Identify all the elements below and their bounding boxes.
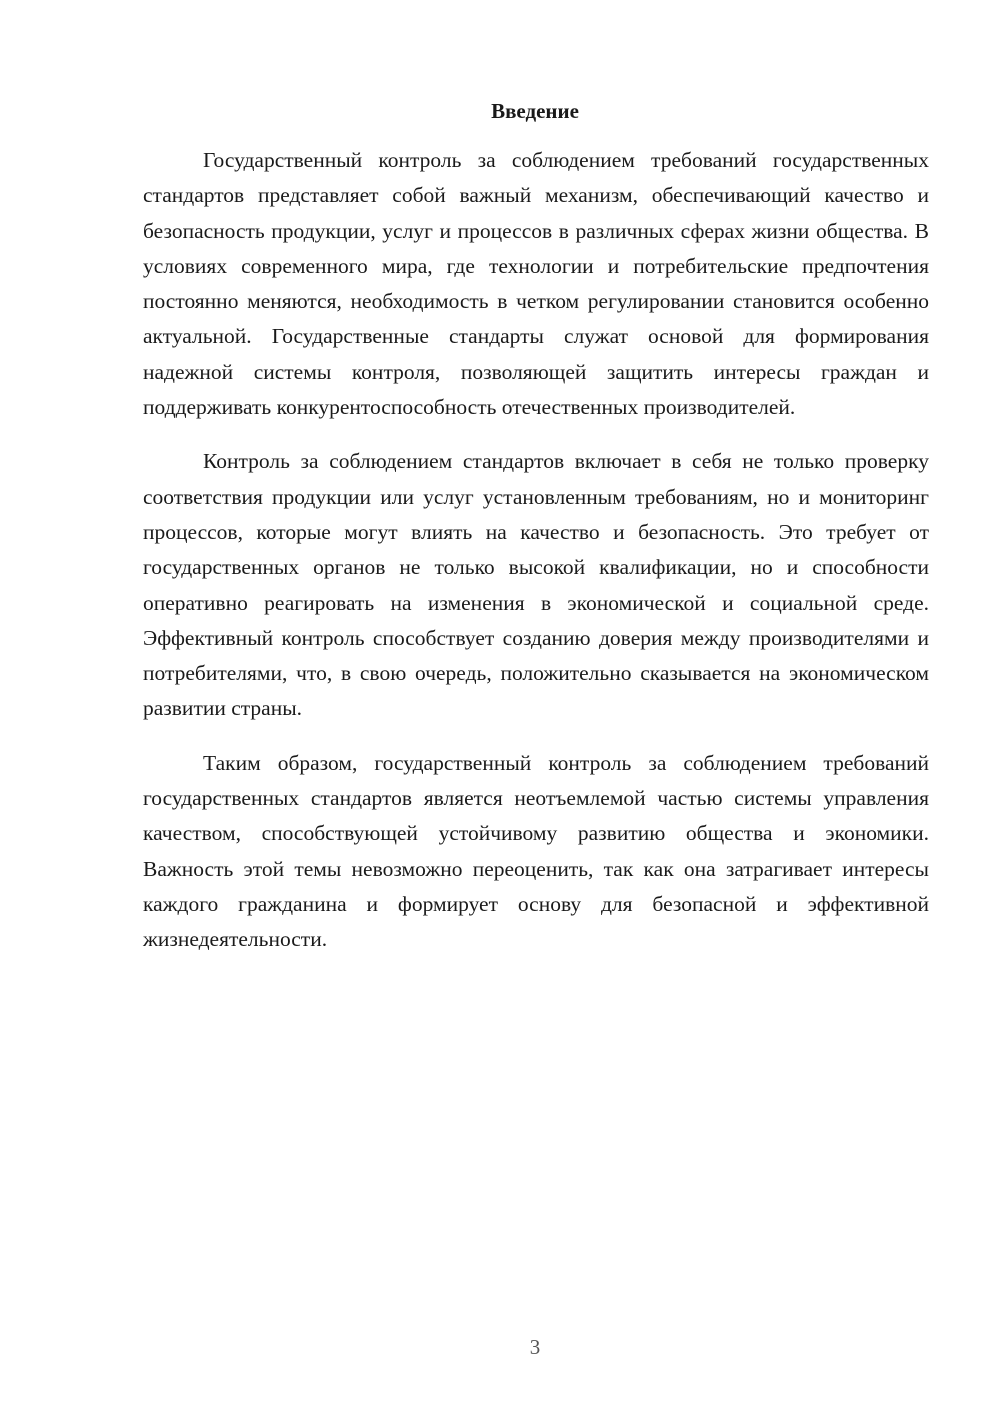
- page-title: Введение: [491, 99, 579, 123]
- paragraph-3: Таким образом, государственный контроль за соблюдением требований государственных стандартов является неотъемлемой частью системы управления качеством, способствующей устойчивому развитию общества и экономики. Важность этой темы невозможно переоценить, так как она затрагивает интересы каждого гражданина и формирует основу для безопасной и эффективной жизнедеятельности.: [143, 750, 929, 952]
- paragraph-2: Контроль за соблюдением стандартов включает в себя не только проверку соответствия продукции или услуг установленным требованиям, но и мониторинг процессов, которые могут влиять на качество и безопасность. Это требует от государственных органов не только высокой квалификации, но и способности оперативно реагировать на изменения в экономической и социальной среде. Эффективный контроль способствует созданию доверия между производителями и потребителями, что, в свою очередь, положительно сказывается на экономическом развитии страны.: [143, 449, 929, 721]
- document-body: [143, 143, 929, 958]
- page-number: 3: [529, 1335, 541, 1359]
- paragraph-1: Государственный контроль за соблюдением требований государственных стандартов представляет собой важный механизм, обеспечивающий качество и безопасность продукции, услуг и процессов в различных сферах жизни общества. В условиях современного мира, где технологии и потребительские предпочтения постоянно меняются, необходимость в четком регулировании становится особенно актуальной. Государственные стандарты служат основой для формирования надежной системы контроля, позволяющей защитить интересы граждан и поддерживать конкурентоспособность отечественных производителей.: [143, 148, 929, 420]
